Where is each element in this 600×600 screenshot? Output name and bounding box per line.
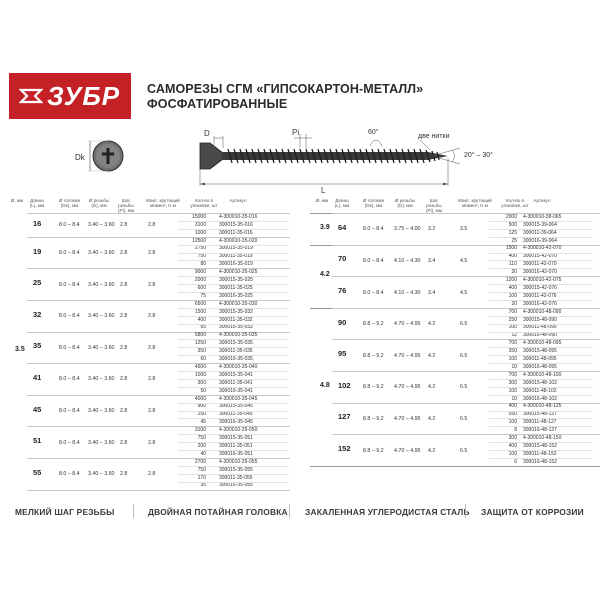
- feature-divider: [465, 504, 466, 518]
- left-row-qty: 60: [200, 356, 206, 362]
- right-row-length: 127: [338, 412, 351, 422]
- right-row-article: 300015-48-102: [523, 379, 557, 386]
- right-diameter: 4.2: [320, 271, 330, 279]
- left-row-head-dia: 8.0 – 8.4: [59, 313, 80, 320]
- left-row-length: 45: [33, 404, 42, 414]
- left-row-qty: 600: [197, 284, 206, 291]
- left-row-thread-dia: 3.40 – 3.60: [88, 281, 115, 288]
- right-row-thread-dia: 4.10 – 4.30: [394, 257, 421, 264]
- right-row-qty: 8: [514, 427, 517, 434]
- right-row-article: 300016-48-127: [523, 427, 557, 434]
- right-row-sub-row-line: [489, 292, 593, 293]
- left-row-qty: 50: [200, 387, 206, 394]
- right-row-qty: 110: [509, 261, 517, 268]
- right-diameter: 4.8: [320, 381, 330, 389]
- right-row-sub-row-line: [489, 332, 593, 333]
- left-row-qty: 2700: [194, 458, 206, 465]
- right-row-sub-row-line: [489, 260, 593, 261]
- right-row-pitch: 4.2: [428, 447, 436, 454]
- right-row-sub-row-line: [489, 387, 593, 388]
- right-row-torque: 4.5: [460, 257, 468, 264]
- right-row-qty: 100: [508, 356, 517, 362]
- left-row-article: 300015-35-051: [219, 435, 253, 441]
- left-diameter: 3.5: [15, 346, 25, 354]
- right-row-qty: 125: [508, 229, 517, 236]
- right-row-sub-row-line: [489, 221, 593, 222]
- right-row-head-dia: 8.8 – 9.2: [363, 321, 384, 328]
- right-row-sub-row-line: [489, 324, 593, 325]
- left-row-length: 19: [33, 246, 42, 256]
- left-row-article: 300015-35-016: [219, 221, 253, 228]
- right-row-article: 300016-39-064: [523, 237, 557, 244]
- left-row-length: 16: [33, 218, 42, 228]
- left-row-article: 4-300010-35-016: [219, 213, 258, 220]
- right-row-article: 300015-39-064: [523, 221, 557, 228]
- right-row-sub-row-line: [489, 253, 593, 254]
- right-row-head-dia: 8.0 – 8.4: [363, 226, 384, 233]
- right-row-article: 300016-42-070: [523, 269, 557, 276]
- left-row-qty: 3100: [194, 221, 206, 228]
- right-row-torque: 6.5: [460, 447, 468, 454]
- right-header-torque: Макс. крутящий момент, Н·м: [458, 198, 492, 209]
- right-row-length: 76: [338, 286, 347, 295]
- left-header-qty: Кол-во в упаковке, шт: [190, 198, 218, 209]
- feature-double-countersunk-head: ДВОЙНАЯ ПОТАЙНАЯ ГОЛОВКА: [148, 507, 288, 517]
- left-row-length: 32: [33, 309, 42, 319]
- right-row-pitch: 4.2: [428, 384, 436, 391]
- right-header-head: Ø головки (Dk), мм: [362, 198, 385, 209]
- left-row-article: 300011-35-045: [219, 411, 253, 418]
- left-row-qty: 6500: [194, 300, 206, 307]
- right-row-torque: 6.5: [460, 321, 468, 328]
- right-row-article: 300011-39-064: [523, 229, 557, 236]
- left-row-article: 300015-35-019: [219, 245, 253, 252]
- left-row-thread-dia: 3.40 – 3.60: [88, 250, 115, 256]
- right-row-head-dia: 8.8 – 9.2: [363, 447, 384, 454]
- left-row-qty: 750: [197, 435, 206, 441]
- right-row-article: 4-300010-48-095: [523, 340, 562, 347]
- left-row-length: 55: [33, 467, 42, 477]
- right-row-qty: 1200: [505, 277, 517, 283]
- right-row-sub-row-line: [489, 300, 593, 301]
- left-row-qty: 1500: [194, 308, 206, 315]
- right-row-thread-dia: 4.70 – 4.95: [394, 352, 421, 359]
- right-row-head-dia: 8.8 – 9.2: [363, 415, 384, 422]
- right-row-qty: 10: [511, 363, 517, 370]
- right-row-article: 300011-42-070: [523, 261, 557, 268]
- left-row-article: 300011-35-051: [219, 442, 253, 449]
- left-row-torque: 2.8: [148, 408, 156, 414]
- right-row-sub-row-line: [489, 442, 593, 443]
- left-row-article: 300016-35-019: [219, 261, 253, 268]
- right-row-qty: 2000: [505, 213, 517, 220]
- left-row-qty: 2000: [194, 277, 206, 283]
- right-row-qty: 20: [511, 300, 517, 307]
- left-row-qty: 40: [200, 450, 206, 457]
- right-row-sub-row-line: [489, 458, 593, 459]
- l-label: L: [321, 186, 326, 195]
- pi-label: Pi: [292, 128, 300, 137]
- left-row-qty: 3100: [194, 427, 206, 434]
- left-row-thread-dia: 3.40 – 3.60: [88, 344, 115, 351]
- right-row-sub-row-line: [489, 237, 593, 238]
- right-row-qty: 1500: [505, 245, 517, 252]
- right-row-thread-dia: 4.70 – 4.95: [394, 447, 421, 454]
- right-row-pitch: 4.2: [428, 415, 436, 422]
- right-row-thread-dia: 4.10 – 4.30: [394, 289, 421, 296]
- left-row-head-dia: 8.0 – 8.4: [59, 471, 80, 478]
- right-row-article: 300015-42-070: [523, 253, 557, 260]
- right-row-sub-row-line: [489, 268, 593, 269]
- right-row-sub-row-line: [489, 395, 593, 396]
- right-row-article: 4-300010-42-070: [523, 245, 562, 252]
- right-row-length: 95: [338, 349, 347, 359]
- right-header-pitch: Шаг резьбы (Pi), мм: [425, 198, 442, 214]
- left-row-torque: 2.8: [148, 281, 156, 288]
- right-row-qty: 700: [508, 371, 517, 378]
- left-row-thread-dia: 3.40 – 3.60: [88, 313, 115, 320]
- right-row-thread-dia: 4.70 – 4.95: [394, 415, 421, 422]
- right-row-article: 4-300010-38-065: [523, 213, 562, 220]
- left-row-article: 300015-35-055: [219, 466, 253, 473]
- left-row-qty: 400: [197, 316, 206, 323]
- right-row-sub-row-line: [489, 355, 593, 356]
- left-row-article: 300016-35-051: [219, 450, 253, 457]
- right-row-sub-row-line: [489, 418, 593, 419]
- left-row-article: 300011-35-025: [219, 284, 253, 291]
- right-row-qty: 100: [508, 387, 517, 394]
- feature-divider: [289, 504, 290, 518]
- left-row-article: 300016-35-035: [219, 356, 253, 362]
- right-row-torque: 6.5: [460, 384, 468, 391]
- left-row-thread-dia: 3.40 – 3.60: [88, 222, 115, 229]
- right-row-torque: 3.5: [460, 226, 468, 233]
- left-row-article: 4-300010-35-040: [219, 363, 258, 370]
- right-row-length: 90: [338, 317, 347, 327]
- right-row-pitch: 3.4: [428, 289, 436, 296]
- left-row-qty: 45: [200, 419, 206, 426]
- left-row-qty: 200: [197, 442, 206, 449]
- right-row-torque: 6.5: [460, 415, 468, 422]
- right-row-qty: 400: [508, 284, 517, 291]
- right-row-qty: 400: [508, 253, 517, 260]
- right-row-qty: 550: [508, 411, 517, 418]
- left-row-article: 300011-35-055: [219, 474, 253, 481]
- left-row-head-dia: 8.0 – 8.4: [59, 376, 80, 383]
- right-row-qty: 700: [508, 308, 517, 315]
- left-row-qty: 5800: [194, 332, 206, 339]
- left-row-qty: 2750: [194, 245, 206, 252]
- left-row-head-dia: 8.0 – 8.4: [59, 439, 80, 446]
- right-row-article: 300011-48-152: [523, 450, 557, 457]
- left-row-qty: 12500: [192, 237, 206, 244]
- left-row-qty: 1250: [194, 340, 206, 347]
- right-row-article: 300015-48-095: [523, 348, 557, 355]
- right-row-torque: 6.5: [460, 352, 468, 359]
- left-row-pitch: 2.8: [120, 439, 128, 446]
- right-row-qty: 250: [508, 316, 517, 323]
- right-row-article: 300016-48-090: [523, 332, 557, 339]
- left-row-article: 4-300010-35-045: [219, 395, 258, 402]
- right-row-article: 300015-48-152: [523, 442, 557, 449]
- right-row-article: 300011-48-095: [523, 356, 557, 362]
- left-row-qty: 75: [200, 292, 206, 299]
- left-row-qty: 80: [200, 261, 206, 268]
- right-row-sub-row-line: [489, 379, 593, 380]
- left-row-head-dia: 8.0 – 8.4: [59, 250, 80, 256]
- left-row-qty: 9000: [194, 269, 206, 276]
- right-row-article: 300016-48-102: [523, 395, 557, 402]
- right-diameter: 3.9: [320, 223, 330, 231]
- right-header-diameter: Ø, мм: [315, 198, 329, 203]
- left-row-article: 300011-35-019: [219, 253, 253, 260]
- right-row-sub-row-line: [489, 284, 593, 285]
- left-row-torque: 2.8: [148, 376, 156, 383]
- left-row-qty: 4500: [194, 363, 206, 370]
- left-row-qty: 15000: [192, 213, 206, 220]
- right-row-article: 4-300010-48-090: [523, 308, 562, 315]
- left-row-qty: 1000: [194, 371, 206, 378]
- feature-divider: [133, 504, 134, 518]
- left-row-head-dia: 8.0 – 8.4: [59, 344, 80, 351]
- right-header-article: Артикул: [533, 198, 551, 203]
- right-row-qty: 100: [508, 292, 517, 299]
- right-row-article: 300011-42-076: [523, 292, 557, 299]
- right-row-article: 300011-48-127: [523, 419, 557, 426]
- right-row-sub-row-line: [489, 450, 593, 451]
- right-row-thread-dia: 4.70 – 4.95: [394, 321, 421, 328]
- left-row-pitch: 2.8: [120, 250, 128, 256]
- right-block-line: [310, 466, 600, 467]
- right-row-sub-row-line: [489, 316, 593, 317]
- right-row-article: 300016-42-076: [523, 300, 557, 307]
- right-row-torque: 4.5: [460, 289, 468, 296]
- left-row-article: 300015-35-041: [219, 371, 253, 378]
- right-row-qty: 700: [508, 340, 517, 347]
- left-row-length: 41: [33, 372, 42, 382]
- right-row-qty: 10: [511, 395, 517, 402]
- left-row-thread-dia: 3.40 – 3.60: [88, 408, 115, 414]
- right-row-qty: 100: [508, 324, 517, 331]
- left-row-article: 4-300010-35-055: [219, 458, 258, 465]
- left-row-torque: 2.8: [148, 439, 156, 446]
- left-row-article: 4-300010-35-035: [219, 332, 258, 339]
- left-row-article: 4-300010-35-025: [219, 269, 258, 276]
- right-row-article: 4-300010-48-100: [523, 371, 562, 378]
- features-bar: [0, 502, 600, 522]
- left-row-article: 300011-35-035: [219, 348, 253, 355]
- left-row-qty: 65: [200, 324, 206, 331]
- left-header-diameter: Ø, мм: [10, 198, 24, 203]
- left-row-qty: 170: [197, 474, 206, 481]
- brand-name: ЗУБР: [47, 81, 121, 111]
- left-row-article: 300016-35-041: [219, 387, 253, 394]
- right-row-qty: 100: [508, 450, 517, 457]
- right-row-length: 152: [338, 444, 351, 453]
- right-row-pitch: 4.2: [428, 352, 436, 359]
- feature-fine-thread: МЕЛКИЙ ШАГ РЕЗЬБЫ: [15, 507, 115, 517]
- left-header-head: Ø головки (Dk), мм: [58, 198, 81, 209]
- right-row-sub-row-line: [489, 426, 593, 427]
- right-row-sub-row-line: [489, 363, 593, 364]
- left-row-qty: 350: [197, 348, 206, 355]
- right-row-sub-row-line: [489, 347, 593, 348]
- right-row-article: 300011-48-102: [523, 387, 557, 394]
- right-row-article: 4-300010-48-125: [523, 403, 562, 410]
- left-row-head-dia: 8.0 – 8.4: [59, 408, 80, 414]
- right-row-qty: 400: [508, 442, 517, 449]
- left-row-length: 25: [33, 278, 42, 288]
- right-row-head-dia: 8.0 – 8.4: [363, 257, 384, 264]
- left-row-qty: 300: [197, 379, 206, 386]
- right-row-qty: 350: [508, 348, 517, 355]
- left-row-length: 51: [33, 436, 42, 446]
- right-row-qty: 25: [511, 237, 517, 244]
- left-row-article: 300015-35-035: [219, 340, 253, 347]
- left-row-article: 300015-35-032: [219, 308, 253, 315]
- right-row-length: 70: [338, 254, 347, 264]
- left-header-thread: Ø резьбы (D), мм: [88, 198, 110, 209]
- left-header-length: Длина (L), мм: [29, 198, 45, 209]
- left-row-article: 300015-35-025: [219, 277, 253, 283]
- left-row-length: 35: [33, 341, 42, 351]
- left-header-article: Артикул: [229, 198, 247, 203]
- angle-60-label: 60°: [368, 129, 379, 136]
- right-row-article: 300015-48-090: [523, 316, 557, 323]
- left-row-article: 300015-35-045: [219, 403, 253, 410]
- dk-label: Dk: [75, 153, 85, 162]
- right-row-length: 64: [338, 222, 347, 232]
- left-row-pitch: 2.8: [120, 408, 128, 414]
- right-row-qty: 300: [508, 435, 517, 441]
- right-row-qty: 400: [508, 403, 517, 410]
- right-row-sub-row-line: [489, 229, 593, 230]
- right-row-qty: 300: [508, 379, 517, 386]
- left-row-article: 4-300010-35-030: [219, 300, 258, 307]
- right-row-article: 300016-48-095: [523, 363, 557, 370]
- left-row-article: 300016-35-045: [219, 419, 253, 426]
- title-line-2: ФОСФАТИРОВАННЫЕ: [147, 97, 288, 111]
- right-header-thread: Ø резьбы (D), мм: [394, 198, 416, 209]
- right-row-length: 102: [338, 380, 351, 390]
- right-row-qty: 12: [511, 332, 517, 339]
- tip-angle-label: 20° – 30°: [464, 152, 493, 159]
- left-header-torque: Макс. крутящий момент, Н·м: [146, 198, 180, 209]
- right-row-article: 300015-48-127: [523, 411, 557, 418]
- feature-corrosion-protection: ЗАЩИТА ОТ КОРРОЗИИ: [481, 507, 584, 517]
- right-row-article: 300011-48-090: [523, 324, 557, 331]
- left-row-torque: 2.8: [148, 344, 156, 351]
- left-row-thread-dia: 3.40 – 3.60: [88, 439, 115, 446]
- left-row-head-dia: 8.0 – 8.4: [59, 281, 80, 288]
- left-row-article: 4-300010-35-050: [219, 427, 258, 434]
- right-row-pitch: 3.2: [428, 226, 436, 233]
- left-row-torque: 2.8: [148, 222, 156, 229]
- left-row-article: 300016-35-032: [219, 324, 253, 331]
- right-row-qty: 500: [508, 221, 517, 228]
- left-row-thread-dia: 3.40 – 3.60: [88, 471, 115, 478]
- left-row-article: 300011-35-032: [219, 316, 253, 323]
- right-row-thread-dia: 4.70 – 4.95: [394, 384, 421, 391]
- right-row-thread-dia: 3.75 – 4.00: [394, 226, 421, 233]
- right-row-article: 4-300010-42-075: [523, 277, 562, 283]
- left-row-article: 300016-35-025: [219, 292, 253, 299]
- right-row-article: 4-300010-48-150: [523, 435, 562, 441]
- left-row-head-dia: 8.0 – 8.4: [59, 222, 80, 229]
- left-row-pitch: 2.8: [120, 344, 128, 351]
- left-row-qty: 750: [197, 466, 206, 473]
- right-row-pitch: 3.4: [428, 257, 436, 264]
- right-row-head-dia: 8.0 – 8.4: [363, 289, 384, 296]
- left-row-pitch: 2.8: [120, 471, 128, 478]
- right-row-head-dia: 8.8 – 9.2: [363, 384, 384, 391]
- left-row-pitch: 2.8: [120, 281, 128, 288]
- left-row-pitch: 2.8: [120, 376, 128, 383]
- left-row-qty: 35: [200, 482, 206, 489]
- right-header-qty: Кол-во в упаковке, шт: [501, 198, 529, 209]
- left-row-article: 4-300010-35-020: [219, 237, 258, 244]
- left-row-qty: 250: [197, 411, 206, 418]
- left-row-article: 300011-35-041: [219, 379, 253, 386]
- left-row-qty: 900: [197, 403, 206, 410]
- left-row-pitch: 2.8: [120, 313, 128, 320]
- right-row-sub-row-line: [489, 411, 593, 412]
- title-line-1: САМОРЕЗЫ СГМ «ГИПСОКАРТОН-МЕТАЛЛ»: [147, 82, 424, 96]
- right-row-qty: 6: [514, 458, 517, 465]
- left-row-qty: 4000: [194, 395, 206, 402]
- left-row-qty: 750: [197, 253, 206, 260]
- right-row-article: 300016-48-152: [523, 458, 557, 465]
- left-row-torque: 2.8: [148, 471, 156, 478]
- right-row-article: 300015-42-076: [523, 284, 557, 291]
- left-row-thread-dia: 3.40 – 3.60: [88, 376, 115, 383]
- d-label: D: [204, 129, 210, 138]
- right-row-head-dia: 8.8 – 9.2: [363, 352, 384, 359]
- right-header-length: Длина (L), мм: [334, 198, 350, 209]
- right-row-pitch: 4.2: [428, 321, 436, 328]
- left-row-pitch: 2.8: [120, 222, 128, 229]
- right-row-qty: 100: [508, 419, 517, 426]
- left-row-article: 300016-35-055: [219, 482, 253, 489]
- feature-hardened-steel: ЗАКАЛЕННАЯ УГЛЕРОДИСТАЯ СТАЛЬ: [305, 507, 470, 517]
- left-header-pitch: Шаг резьбы (Pi), мм: [117, 198, 134, 214]
- left-row-torque: 2.8: [148, 250, 156, 256]
- two-starts-label: две нитки: [418, 133, 450, 140]
- left-row-torque: 2.8: [148, 313, 156, 320]
- left-row-qty: 1000: [194, 229, 206, 236]
- left-row-article: 300011-35-016: [219, 229, 253, 236]
- right-row-qty: 20: [511, 269, 517, 276]
